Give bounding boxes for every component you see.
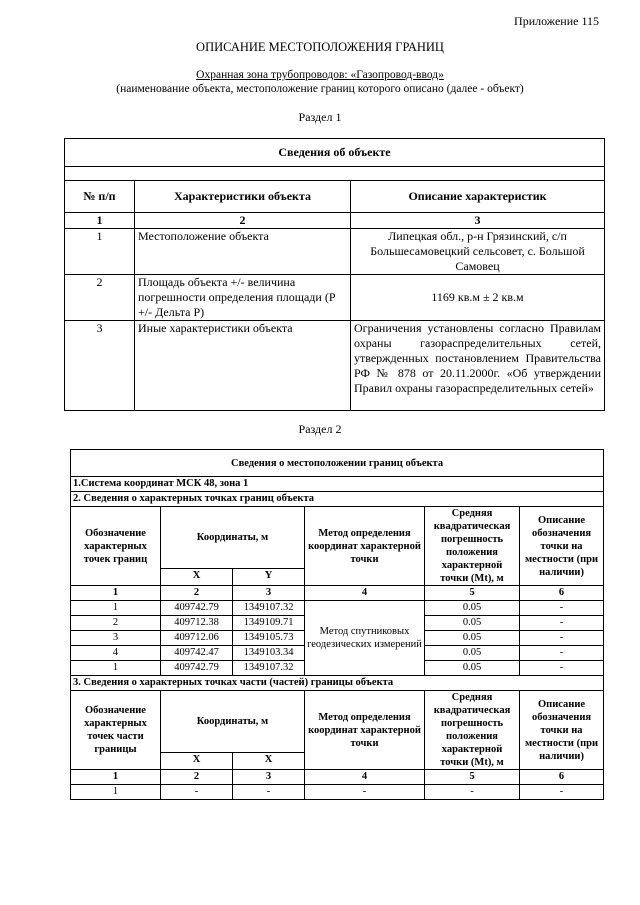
col-num: 3 bbox=[233, 586, 305, 601]
col-num: 4 bbox=[305, 586, 425, 601]
table-title: Сведения о местоположении границ объекта bbox=[71, 450, 604, 477]
table-row bbox=[71, 601, 604, 616]
point-desc: - bbox=[520, 601, 604, 616]
section1-heading: Раздел 1 bbox=[298, 110, 342, 124]
header-method: Метод определения координат характерной точки bbox=[305, 691, 425, 770]
header-y: Y bbox=[233, 569, 305, 586]
point-x: 409742.79 bbox=[161, 601, 233, 616]
appendix-label: Приложение 115 bbox=[514, 14, 599, 28]
point-x: 409742.79 bbox=[161, 661, 233, 676]
part-point-desc: - bbox=[520, 785, 604, 800]
col-num: 4 bbox=[305, 770, 425, 785]
header-description: Описание характеристик bbox=[351, 181, 605, 213]
boundary-table bbox=[70, 449, 604, 800]
table-row bbox=[65, 275, 605, 321]
col-num: 1 bbox=[71, 586, 161, 601]
point-y: 1349105.73 bbox=[233, 631, 305, 646]
point-y: 1349107.32 bbox=[233, 601, 305, 616]
col-num: 2 bbox=[161, 770, 233, 785]
header-desc: Описание обозначения точки на местности (при наличии) bbox=[520, 507, 604, 586]
row-description: Липецкая обл., р-н Грязинский, с/п Большесамовецкий сельсовет, с. Большой Самовец bbox=[351, 229, 605, 275]
point-desc: - bbox=[520, 661, 604, 676]
point-number: 3 bbox=[71, 631, 161, 646]
header-x: X bbox=[161, 569, 233, 586]
object-note: (наименование объекта, местоположение границ которого описано (далее - объект) bbox=[116, 83, 524, 95]
point-mt: 0.05 bbox=[425, 661, 520, 676]
col-num: 2 bbox=[135, 213, 351, 229]
row-description: Ограничения установлены согласно Правилам охраны газораспределительных сетей, утвержденных постановлением Правительства РФ № 878 от 20.11.2000г. «Об утверждении Правил охраны газораспределительных сетей» bbox=[351, 321, 605, 411]
point-x: 409742.47 bbox=[161, 646, 233, 661]
table-row bbox=[71, 785, 604, 800]
row-number: 3 bbox=[65, 321, 135, 411]
header-coords: Координаты, м bbox=[161, 507, 305, 569]
object-name: Охранная зона трубопроводов: «Газопровод-ввод» bbox=[196, 69, 444, 81]
header-coords: Координаты, м bbox=[161, 691, 305, 753]
table-title: Сведения об объекте bbox=[65, 139, 605, 167]
point-mt: 0.05 bbox=[425, 631, 520, 646]
point-y: 1349107.32 bbox=[233, 661, 305, 676]
header-y: X bbox=[233, 753, 305, 770]
part-point-mt: - bbox=[425, 785, 520, 800]
part-point-x: - bbox=[161, 785, 233, 800]
col-num: 1 bbox=[65, 213, 135, 229]
col-num: 2 bbox=[161, 586, 233, 601]
part-point-y: - bbox=[233, 785, 305, 800]
col-num: 6 bbox=[520, 770, 604, 785]
col-num: 3 bbox=[351, 213, 605, 229]
point-number: 4 bbox=[71, 646, 161, 661]
header-x: X bbox=[161, 753, 233, 770]
part-point-method: - bbox=[305, 785, 425, 800]
point-desc: - bbox=[520, 616, 604, 631]
header-point: Обозначение характерных точек части границы bbox=[71, 691, 161, 770]
table-row bbox=[65, 321, 605, 411]
point-number: 2 bbox=[71, 616, 161, 631]
point-mt: 0.05 bbox=[425, 646, 520, 661]
point-y: 1349103.34 bbox=[233, 646, 305, 661]
part3-title: 3. Сведения о характерных точках части (частей) границы объекта bbox=[71, 676, 604, 691]
col-num: 3 bbox=[233, 770, 305, 785]
header-desc: Описание обозначения точки на местности (при наличии) bbox=[520, 691, 604, 770]
page-title: ОПИСАНИЕ МЕСТОПОЛОЖЕНИЯ ГРАНИЦ bbox=[196, 40, 444, 54]
header-error: Средняя квадратическая погрешность положения характерной точки (Mt), м bbox=[425, 691, 520, 770]
point-mt: 0.05 bbox=[425, 601, 520, 616]
header-point: Обозначение характерных точек границ bbox=[71, 507, 161, 586]
col-num: 1 bbox=[71, 770, 161, 785]
point-x: 409712.06 bbox=[161, 631, 233, 646]
row-number: 2 bbox=[65, 275, 135, 321]
point-y: 1349109.71 bbox=[233, 616, 305, 631]
section2-heading: Раздел 2 bbox=[298, 422, 342, 436]
part2-title: 2. Сведения о характерных точках границ объекта bbox=[71, 492, 604, 507]
coord-system: 1.Система координат МСК 48, зона 1 bbox=[71, 477, 604, 492]
table-row bbox=[65, 229, 605, 275]
part-point-number: 1 bbox=[71, 785, 161, 800]
point-mt: 0.05 bbox=[425, 616, 520, 631]
point-x: 409712.38 bbox=[161, 616, 233, 631]
header-number: № п/п bbox=[65, 181, 135, 213]
row-characteristic: Иные характеристики объекта bbox=[135, 321, 351, 411]
col-num: 6 bbox=[520, 586, 604, 601]
row-characteristic: Местоположение объекта bbox=[135, 229, 351, 275]
col-num: 5 bbox=[425, 586, 520, 601]
row-characteristic: Площадь объекта +/- величина погрешности определения площади (Р +/- Дельта Р) bbox=[135, 275, 351, 321]
point-number: 1 bbox=[71, 661, 161, 676]
point-number: 1 bbox=[71, 601, 161, 616]
col-num: 5 bbox=[425, 770, 520, 785]
point-desc: - bbox=[520, 646, 604, 661]
point-desc: - bbox=[520, 631, 604, 646]
header-method: Метод определения координат характерной точки bbox=[305, 507, 425, 586]
object-info-table bbox=[64, 138, 605, 411]
header-characteristic: Характеристики объекта bbox=[135, 181, 351, 213]
row-description: 1169 кв.м ± 2 кв.м bbox=[351, 275, 605, 321]
method-value: Метод спутниковых геодезических измерений bbox=[305, 601, 425, 676]
header-error: Средняя квадратическая погрешность положения характерной точки (Mt), м bbox=[425, 507, 520, 586]
row-number: 1 bbox=[65, 229, 135, 275]
